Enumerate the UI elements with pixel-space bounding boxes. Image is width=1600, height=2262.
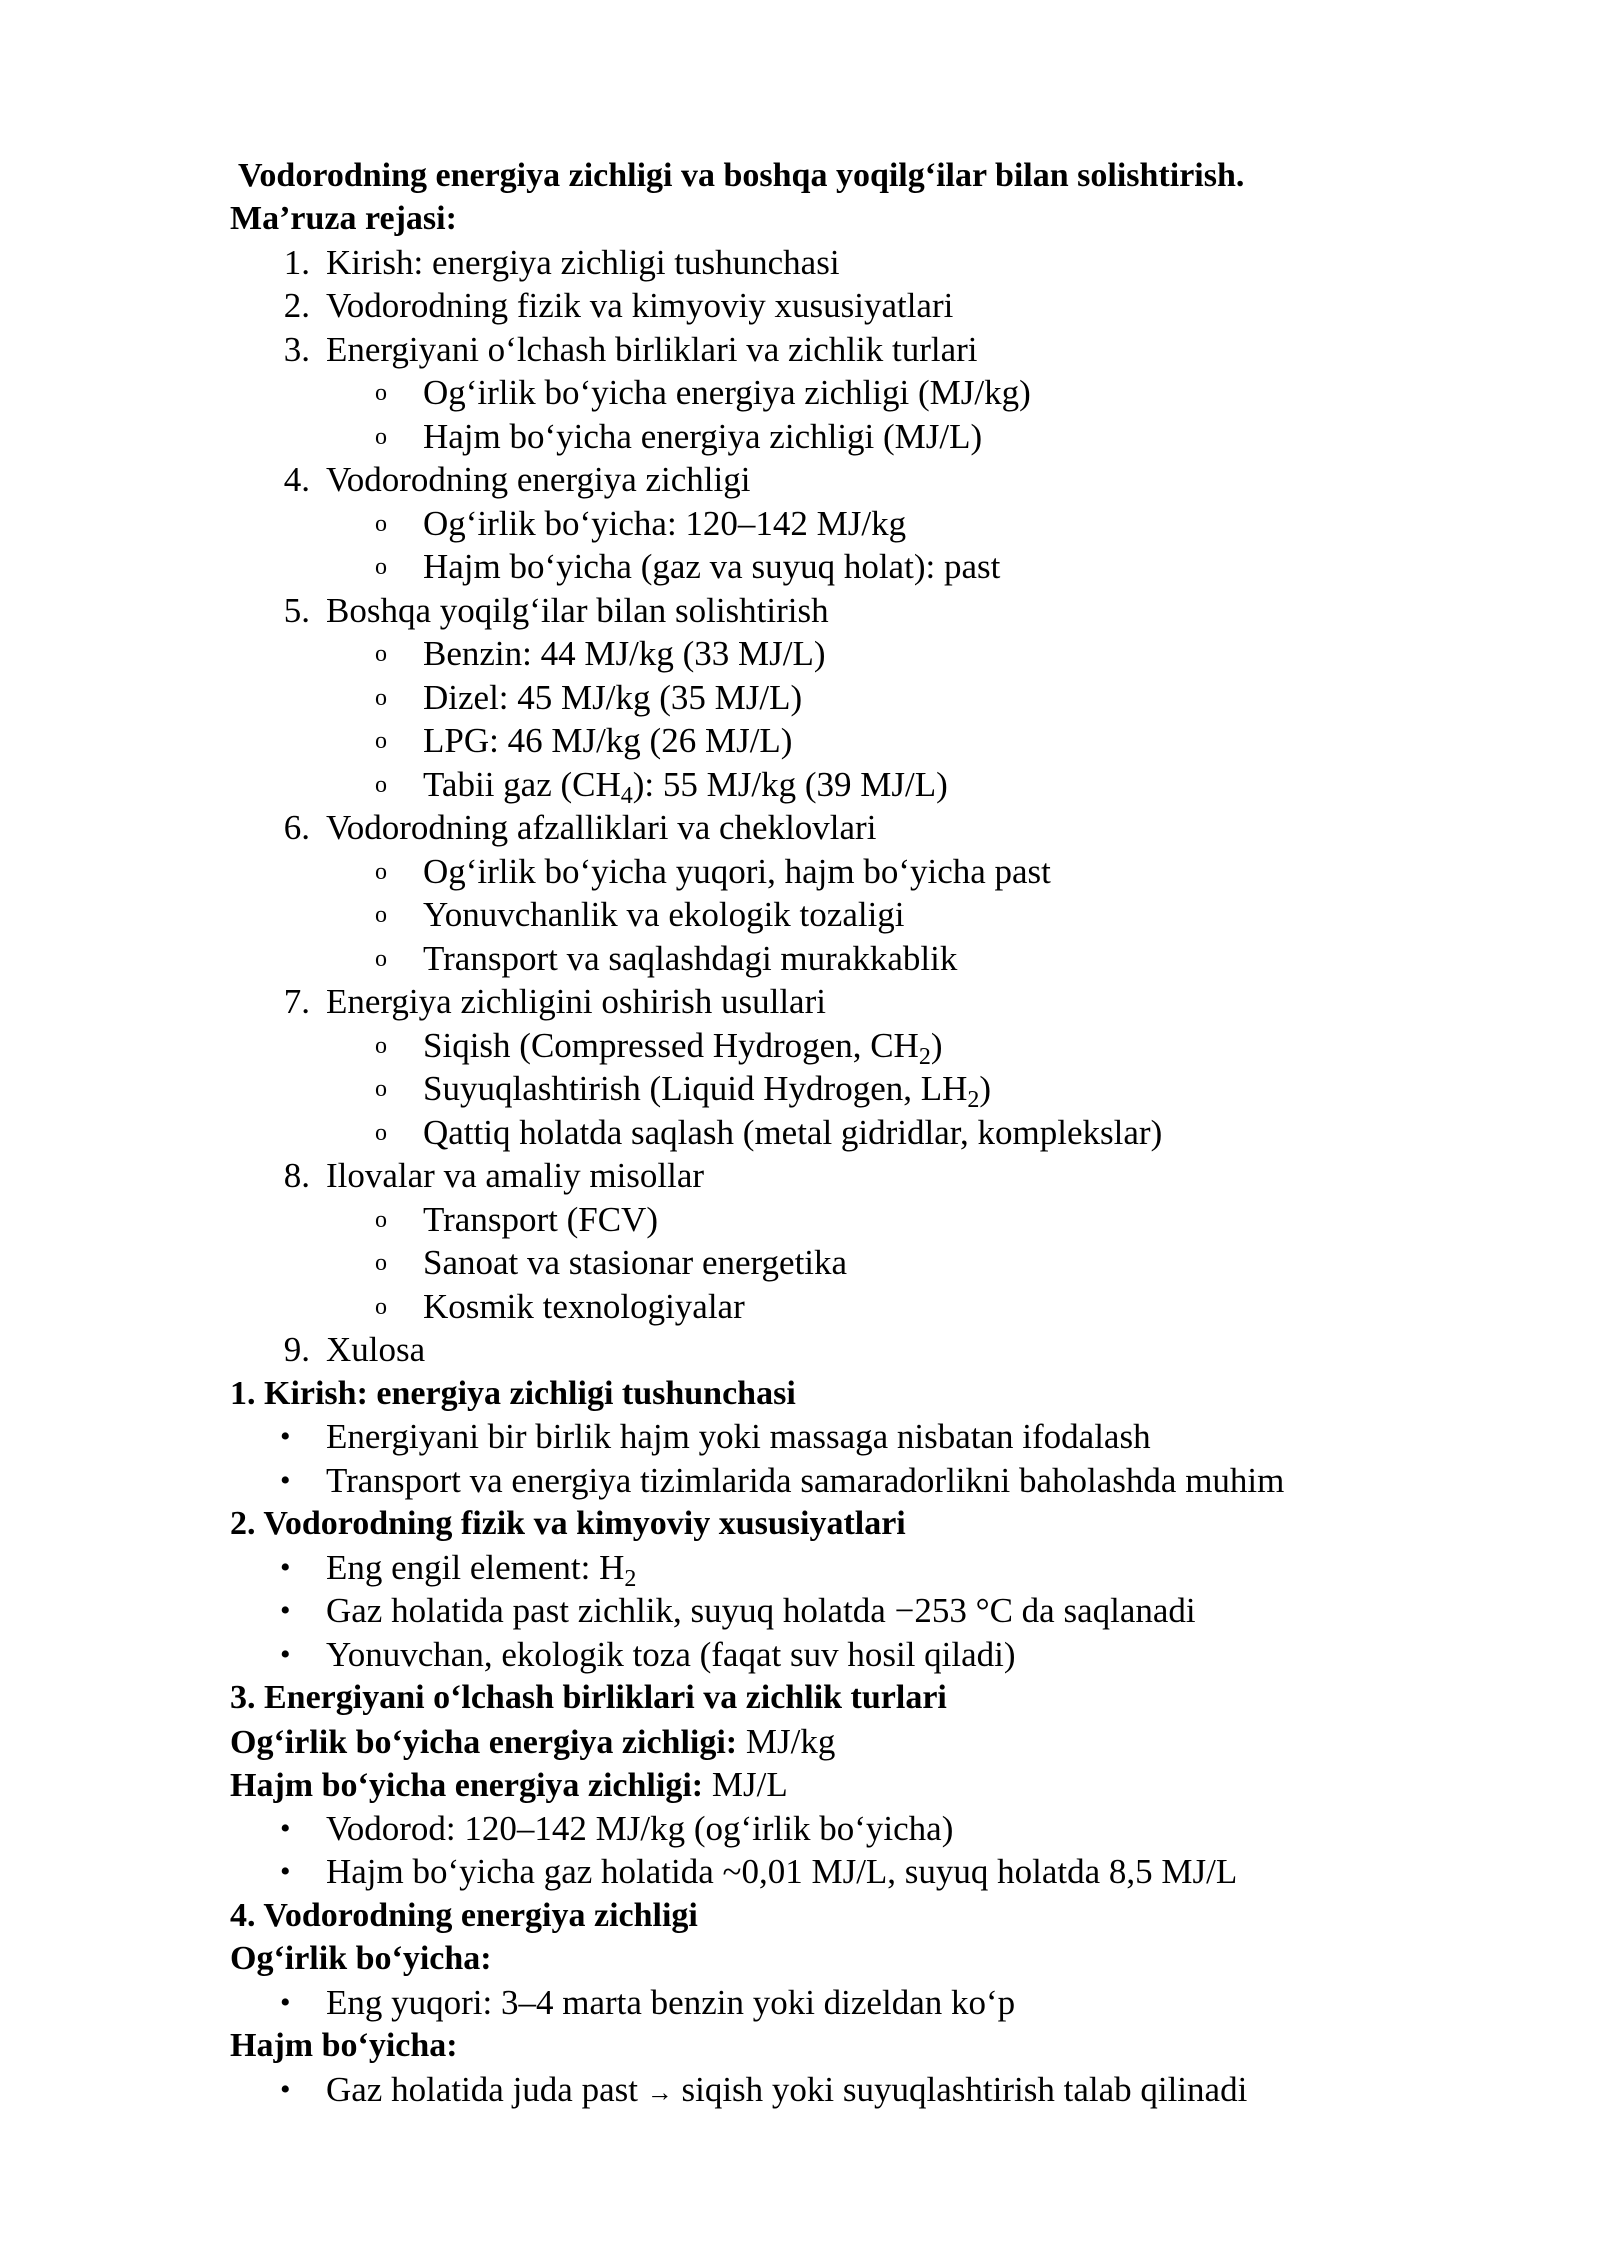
definition-term: Og‘irlik bo‘yicha energiya zichligi: xyxy=(230,1724,738,1761)
circle-bullet-icon: o xyxy=(375,511,387,537)
subsection-heading: Hajm bo‘yicha: xyxy=(230,2027,458,2064)
list-number: 2. xyxy=(283,286,310,325)
plan-item-text: Xulosa xyxy=(326,1330,426,1369)
plan-subitem-text: Transport (FCV) xyxy=(423,1200,658,1239)
bullet-icon: • xyxy=(280,1594,291,1627)
plan-subitem-text xyxy=(423,1069,992,1113)
plan-subitem-text: Hajm bo‘yicha (gaz va suyuq holat): past xyxy=(423,547,1001,586)
bullet-icon: • xyxy=(280,1855,291,1888)
list-number: 6. xyxy=(283,808,310,847)
plan-subitem-text: Hajm bo‘yicha energiya zichligi (MJ/L) xyxy=(423,417,983,456)
list-item-text: Transport va energiya tizimlarida samaradorlikni baholashda muhim xyxy=(326,1461,1285,1500)
circle-bullet-icon: o xyxy=(375,728,387,754)
section-heading: 1. Kirish: energiya zichligi tushunchasi xyxy=(230,1375,796,1412)
plan-item-text: Energiya zichligini oshirish usullari xyxy=(326,982,826,1021)
list-item-text xyxy=(326,2070,1247,2113)
circle-bullet-icon: o xyxy=(375,1076,387,1102)
list-item-text: Energiyani bir birlik hajm yoki massaga nisbatan ifodalash xyxy=(326,1417,1151,1456)
plan-item-text: Vodorodning afzalliklari va cheklovlari xyxy=(326,808,877,847)
circle-bullet-icon: o xyxy=(375,1207,387,1233)
document-title: Vodorodning energiya zichligi va boshqa yoqilg‘ilar bilan solishtirish. xyxy=(238,157,1245,194)
section-heading: 3. Energiyani o‘lchash birliklari va zichlik turlari xyxy=(230,1679,947,1716)
circle-bullet-icon: o xyxy=(375,1120,387,1146)
circle-bullet-icon: o xyxy=(375,641,387,667)
plan-subitem-text: Yonuvchanlik va ekologik tozaligi xyxy=(423,895,905,934)
list-number: 1. xyxy=(283,243,310,282)
plan-subitem-text: Transport va saqlashdagi murakkablik xyxy=(423,939,958,978)
definition-term: Hajm bo‘yicha energiya zichligi: xyxy=(230,1767,704,1804)
plan-subitem-text: Og‘irlik bo‘yicha energiya zichligi (MJ/kg) xyxy=(423,373,1031,412)
bullet-icon: • xyxy=(280,1638,291,1671)
bullet-icon: • xyxy=(280,1551,291,1584)
text-part: Suyuqlashtirish (Liquid Hydrogen, LH xyxy=(423,1069,968,1108)
plan-subitem-text: LPG: 46 MJ/kg (26 MJ/L) xyxy=(423,721,793,760)
circle-bullet-icon: o xyxy=(375,424,387,450)
plan-subitem-text: Dizel: 45 MJ/kg (35 MJ/L) xyxy=(423,678,803,717)
subsection-heading: Og‘irlik bo‘yicha: xyxy=(230,1940,492,1977)
circle-bullet-icon: o xyxy=(375,1294,387,1320)
circle-bullet-icon: o xyxy=(375,380,387,406)
right-arrow-icon: → xyxy=(646,2078,673,2107)
plan-item-text: Kirish: energiya zichligi tushunchasi xyxy=(326,243,840,282)
bullet-icon: • xyxy=(280,1464,291,1497)
circle-bullet-icon: o xyxy=(375,1033,387,1059)
text-part: Gaz holatida juda past xyxy=(326,2070,647,2109)
plan-subitem-text: Og‘irlik bo‘yicha: 120–142 MJ/kg xyxy=(423,504,907,543)
plan-subitem-text xyxy=(423,1026,943,1070)
circle-bullet-icon: o xyxy=(375,1250,387,1276)
subscript: 2 xyxy=(918,1044,931,1070)
definition-value: MJ/L xyxy=(703,1765,788,1804)
plan-subitem-text: Sanoat va stasionar energetika xyxy=(423,1243,848,1282)
plan-heading: Ma’ruza rejasi: xyxy=(230,200,457,237)
circle-bullet-icon: o xyxy=(375,946,387,972)
circle-bullet-icon: o xyxy=(375,902,387,928)
circle-bullet-icon: o xyxy=(375,554,387,580)
plan-item-text: Vodorodning fizik va kimyoviy xususiyatlari xyxy=(326,286,954,325)
section-heading: 4. Vodorodning energiya zichligi xyxy=(230,1897,698,1934)
bullet-icon: • xyxy=(280,2073,291,2106)
plan-subitem-text: Benzin: 44 MJ/kg (33 MJ/L) xyxy=(423,634,826,673)
circle-bullet-icon: o xyxy=(375,859,387,885)
plan-item-text: Boshqa yoqilg‘ilar bilan solishtirish xyxy=(326,591,829,630)
section-heading: 2. Vodorodning fizik va kimyoviy xususiyatlari xyxy=(230,1505,906,1542)
definition-value: MJ/kg xyxy=(737,1722,836,1761)
text-part: Siqish (Compressed Hydrogen, CH xyxy=(423,1026,919,1065)
text-part: siqish yoki suyuqlashtirish talab qilinadi xyxy=(672,2070,1248,2109)
list-item-text: Vodorod: 120–142 MJ/kg (og‘irlik bo‘yicha) xyxy=(326,1809,954,1848)
plan-subitem-text xyxy=(423,765,948,809)
plan-item-text: Energiyani o‘lchash birliklari va zichlik turlari xyxy=(326,330,978,369)
list-item-text: Gaz holatida past zichlik, suyuq holatda −253 °C da saqlanadi xyxy=(326,1591,1196,1630)
text-part: ) xyxy=(979,1069,992,1108)
list-item-text xyxy=(326,1548,637,1592)
circle-bullet-icon: o xyxy=(375,685,387,711)
circle-bullet-icon: o xyxy=(375,772,387,798)
plan-subitem-text: Kosmik texnologiyalar xyxy=(423,1287,745,1326)
plan-item-text: Vodorodning energiya zichligi xyxy=(326,460,751,499)
list-item-text: Eng yuqori: 3–4 marta benzin yoki dizeldan ko‘p xyxy=(326,1983,1016,2022)
text-part: Tabii gaz (CH xyxy=(423,765,621,804)
list-number: 3. xyxy=(283,330,310,369)
list-number: 4. xyxy=(283,460,310,499)
definition-line xyxy=(230,1765,788,1806)
text-part: Eng engil element: H xyxy=(326,1548,625,1587)
list-number: 8. xyxy=(283,1156,310,1195)
plan-subitem-text: Og‘irlik bo‘yicha yuqori, hajm bo‘yicha past xyxy=(423,852,1051,891)
text-part: ): 55 MJ/kg (39 MJ/L) xyxy=(632,765,948,804)
subscript: 2 xyxy=(624,1566,637,1592)
list-number: 5. xyxy=(283,591,310,630)
text-part: ) xyxy=(930,1026,943,1065)
subscript: 2 xyxy=(967,1087,980,1113)
list-item-text: Yonuvchan, ekologik toza (faqat suv hosil qiladi) xyxy=(326,1635,1016,1674)
list-number: 9. xyxy=(283,1330,310,1369)
list-item-text: Hajm bo‘yicha gaz holatida ~0,01 MJ/L, suyuq holatda 8,5 MJ/L xyxy=(326,1852,1238,1891)
bullet-icon: • xyxy=(280,1986,291,2019)
definition-line xyxy=(230,1722,835,1763)
list-number: 7. xyxy=(283,982,310,1021)
subscript: 4 xyxy=(620,783,633,809)
bullet-icon: • xyxy=(280,1812,291,1845)
plan-item-text: Ilovalar va amaliy misollar xyxy=(326,1156,705,1195)
plan-subitem-text: Qattiq holatda saqlash (metal gidridlar, komplekslar) xyxy=(423,1113,1163,1152)
bullet-icon: • xyxy=(280,1420,291,1453)
